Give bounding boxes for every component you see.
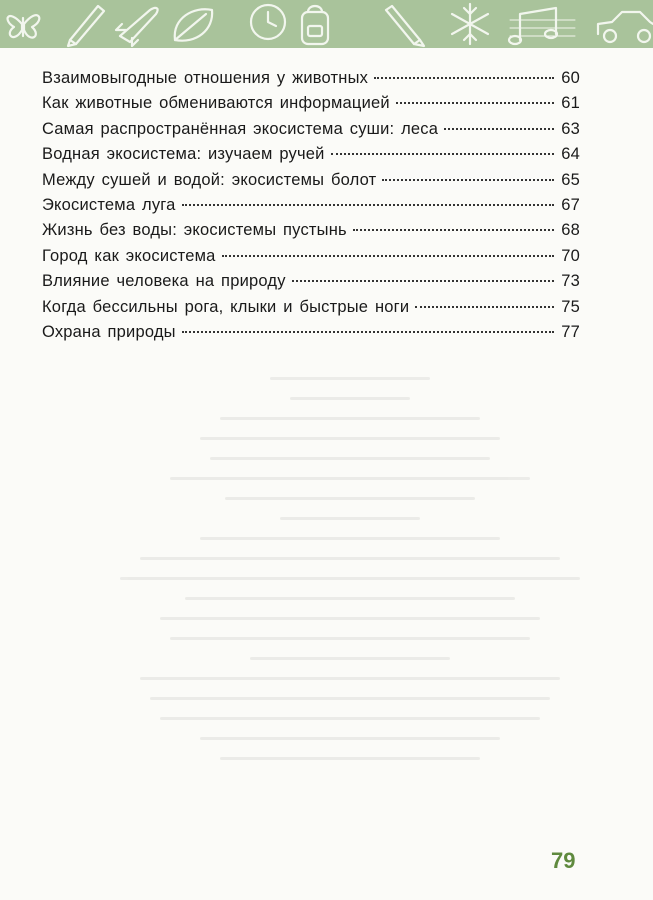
toc-entry[interactable] <box>42 320 580 345</box>
show-through-text <box>90 360 610 820</box>
toc-entry-title: Как животные обмениваются информацией <box>42 94 390 113</box>
toc-entry-title: Самая распространённая экосистема суши: леса <box>42 119 439 138</box>
toc-entry-title: Город как экосистема <box>42 246 216 265</box>
dot-leader <box>182 331 554 333</box>
toc-entry-page: 77 <box>561 322 580 341</box>
dot-leader <box>396 102 554 104</box>
toc-entry[interactable] <box>42 168 580 193</box>
toc-entry-title: Жизнь без воды: экосистемы пустынь <box>42 221 347 240</box>
toc-entry-page: 67 <box>561 195 580 214</box>
dot-leader <box>292 280 554 282</box>
toc-entry-title: Экосистема луга <box>42 195 176 214</box>
dot-leader <box>182 204 554 206</box>
decorative-header-band <box>0 0 653 48</box>
toc-entry-page: 65 <box>561 170 580 189</box>
toc-entry[interactable] <box>42 66 580 91</box>
toc-entry-title: Взаимовыгодные отношения у животных <box>42 69 369 87</box>
table-of-contents <box>42 66 580 345</box>
page-number: 79 <box>551 848 576 873</box>
toc-entry[interactable] <box>42 193 580 218</box>
dot-leader <box>374 77 554 79</box>
toc-entry-page: 73 <box>561 272 580 291</box>
dot-leader <box>222 255 554 257</box>
dot-leader <box>353 229 554 231</box>
dot-leader <box>331 153 554 155</box>
snowflake-icon <box>452 4 488 44</box>
dot-leader <box>382 179 554 181</box>
toc-entry-title: Влияние человека на природу <box>42 272 286 291</box>
dot-leader <box>415 306 554 308</box>
toc-entry-page: 61 <box>561 94 580 113</box>
clock-icon <box>251 5 285 39</box>
car-icon <box>598 12 653 42</box>
toc-entry-page: 64 <box>561 145 580 164</box>
rocket-icon <box>116 8 158 46</box>
toc-entry-title: Между сушей и водой: экосистемы болот <box>42 170 377 189</box>
toc-entry-title: Охрана природы <box>42 322 176 341</box>
backpack-icon <box>302 6 328 44</box>
pen-icon <box>68 6 104 46</box>
toc-entry[interactable] <box>42 295 580 320</box>
toc-entry[interactable] <box>42 244 580 269</box>
dot-leader <box>444 128 554 130</box>
toc-entry-title: Водная экосистема: изучаем ручей <box>42 145 325 164</box>
toc-entry-page: 63 <box>561 119 580 138</box>
toc-entry[interactable] <box>42 91 580 116</box>
butterfly-icon <box>8 15 40 37</box>
toc-entry-page: 70 <box>561 246 580 265</box>
leaf-icon <box>175 9 212 40</box>
toc-entry-page: 75 <box>561 297 580 316</box>
toc-entry-page: 68 <box>561 221 580 240</box>
toc-entry[interactable] <box>42 142 580 167</box>
toc-entry-title: Когда бессильны рога, клыки и быстрые ноги <box>42 297 410 316</box>
pencil-icon <box>386 6 424 46</box>
toc-entry-page: 60 <box>561 69 580 87</box>
toc-entry[interactable] <box>42 218 580 243</box>
toc-entry[interactable] <box>42 117 580 142</box>
toc-entry[interactable] <box>42 269 580 294</box>
music-notes-icon <box>509 8 575 44</box>
